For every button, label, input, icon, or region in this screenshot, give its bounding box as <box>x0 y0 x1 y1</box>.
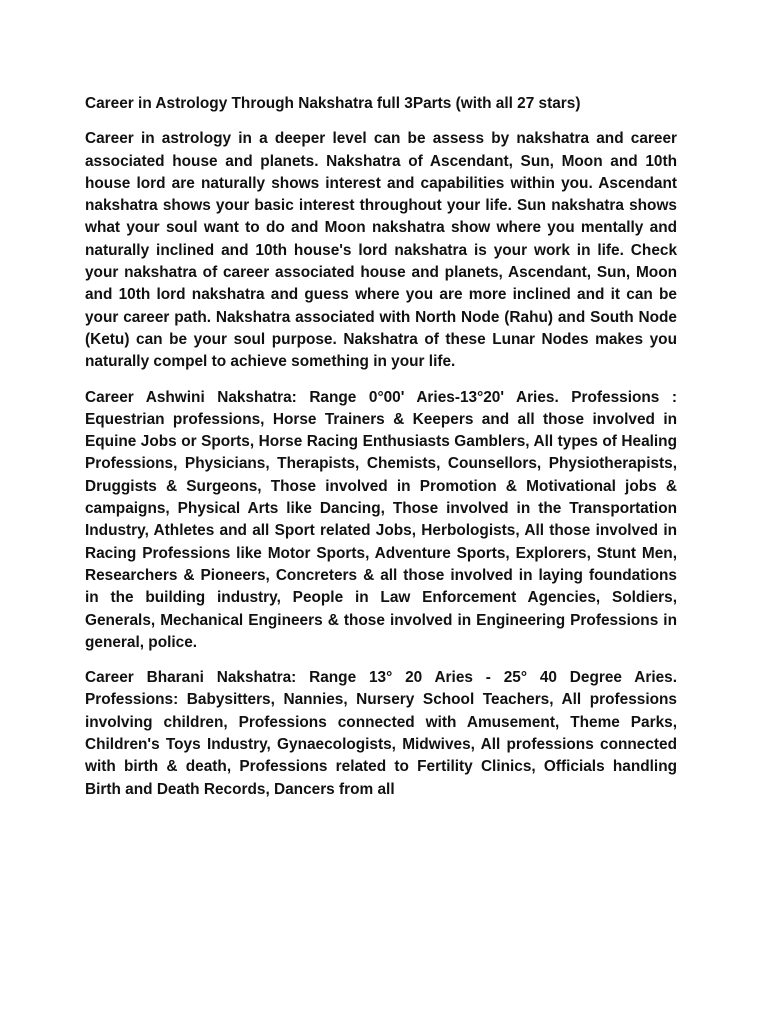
ashwini-paragraph: Career Ashwini Nakshatra: Range 0°00' Aries-13°20' Aries. Professions : Equestrian professions, Horse Trainers & Keepers and all those involved in Equine Jobs or Sports, Horse Racing Enthusiasts Gamblers, All types of Healing Professions, Physicians, Therapists, Chemists, Counsellors, Physiotherapists, Druggists & Surgeons, Those involved in Promotion & Motivational jobs & campaigns, Physical Arts like Dancing, Those involved in the Transportation Industry, Athletes and all Sport related Jobs, Herbologists, All those involved in Racing Professions like Motor Sports, Adventure Sports, Explorers, Stunt Men, Researchers & Pioneers, Concreters & all those involved in laying foundations in the building industry, People in Law Enforcement Agencies, Soldiers, Generals, Mechanical Engineers & those involved in Engineering Professions in general, police. <box>85 388 677 651</box>
intro-paragraph: Career in astrology in a deeper level can be assess by nakshatra and career associated house and planets. Nakshatra of Ascendant, Sun, Moon and 10th house lord are naturally shows interest and capabilities within you. Ascendant nakshatra shows your basic interest throughout your life. Sun nakshatra shows what your soul want to do and Moon nakshatra show where you mentally and naturally inclined and 10th house's lord nakshatra is your work in life. Check your nakshatra of career associated house and planets, Ascendant, Sun, Moon and 10th lord nakshatra and guess where you are more inclined and it can be your career path. Nakshatra associated with North Node (Rahu) and South Node (Ketu) can be your soul purpose. Nakshatra of these Lunar Nodes makes you naturally compel to achieve something in your life. <box>85 130 677 371</box>
bharani-paragraph: Career Bharani Nakshatra: Range 13° 20 Aries - 25° 40 Degree Aries. Professions: Babysitters, Nannies, Nursery School Teachers, All professions involving children, Professions connected with Amusement, Theme Parks, Children's Toys Industry, Gynaecologists, Midwives, All professions connected with birth & death, Professions related to Fertility Clinics, Officials handling Birth and Death Records, Dancers from all <box>85 669 677 798</box>
document-title: Career in Astrology Through Nakshatra full 3Parts (with all 27 stars) <box>85 95 581 112</box>
document-body <box>85 93 677 814</box>
